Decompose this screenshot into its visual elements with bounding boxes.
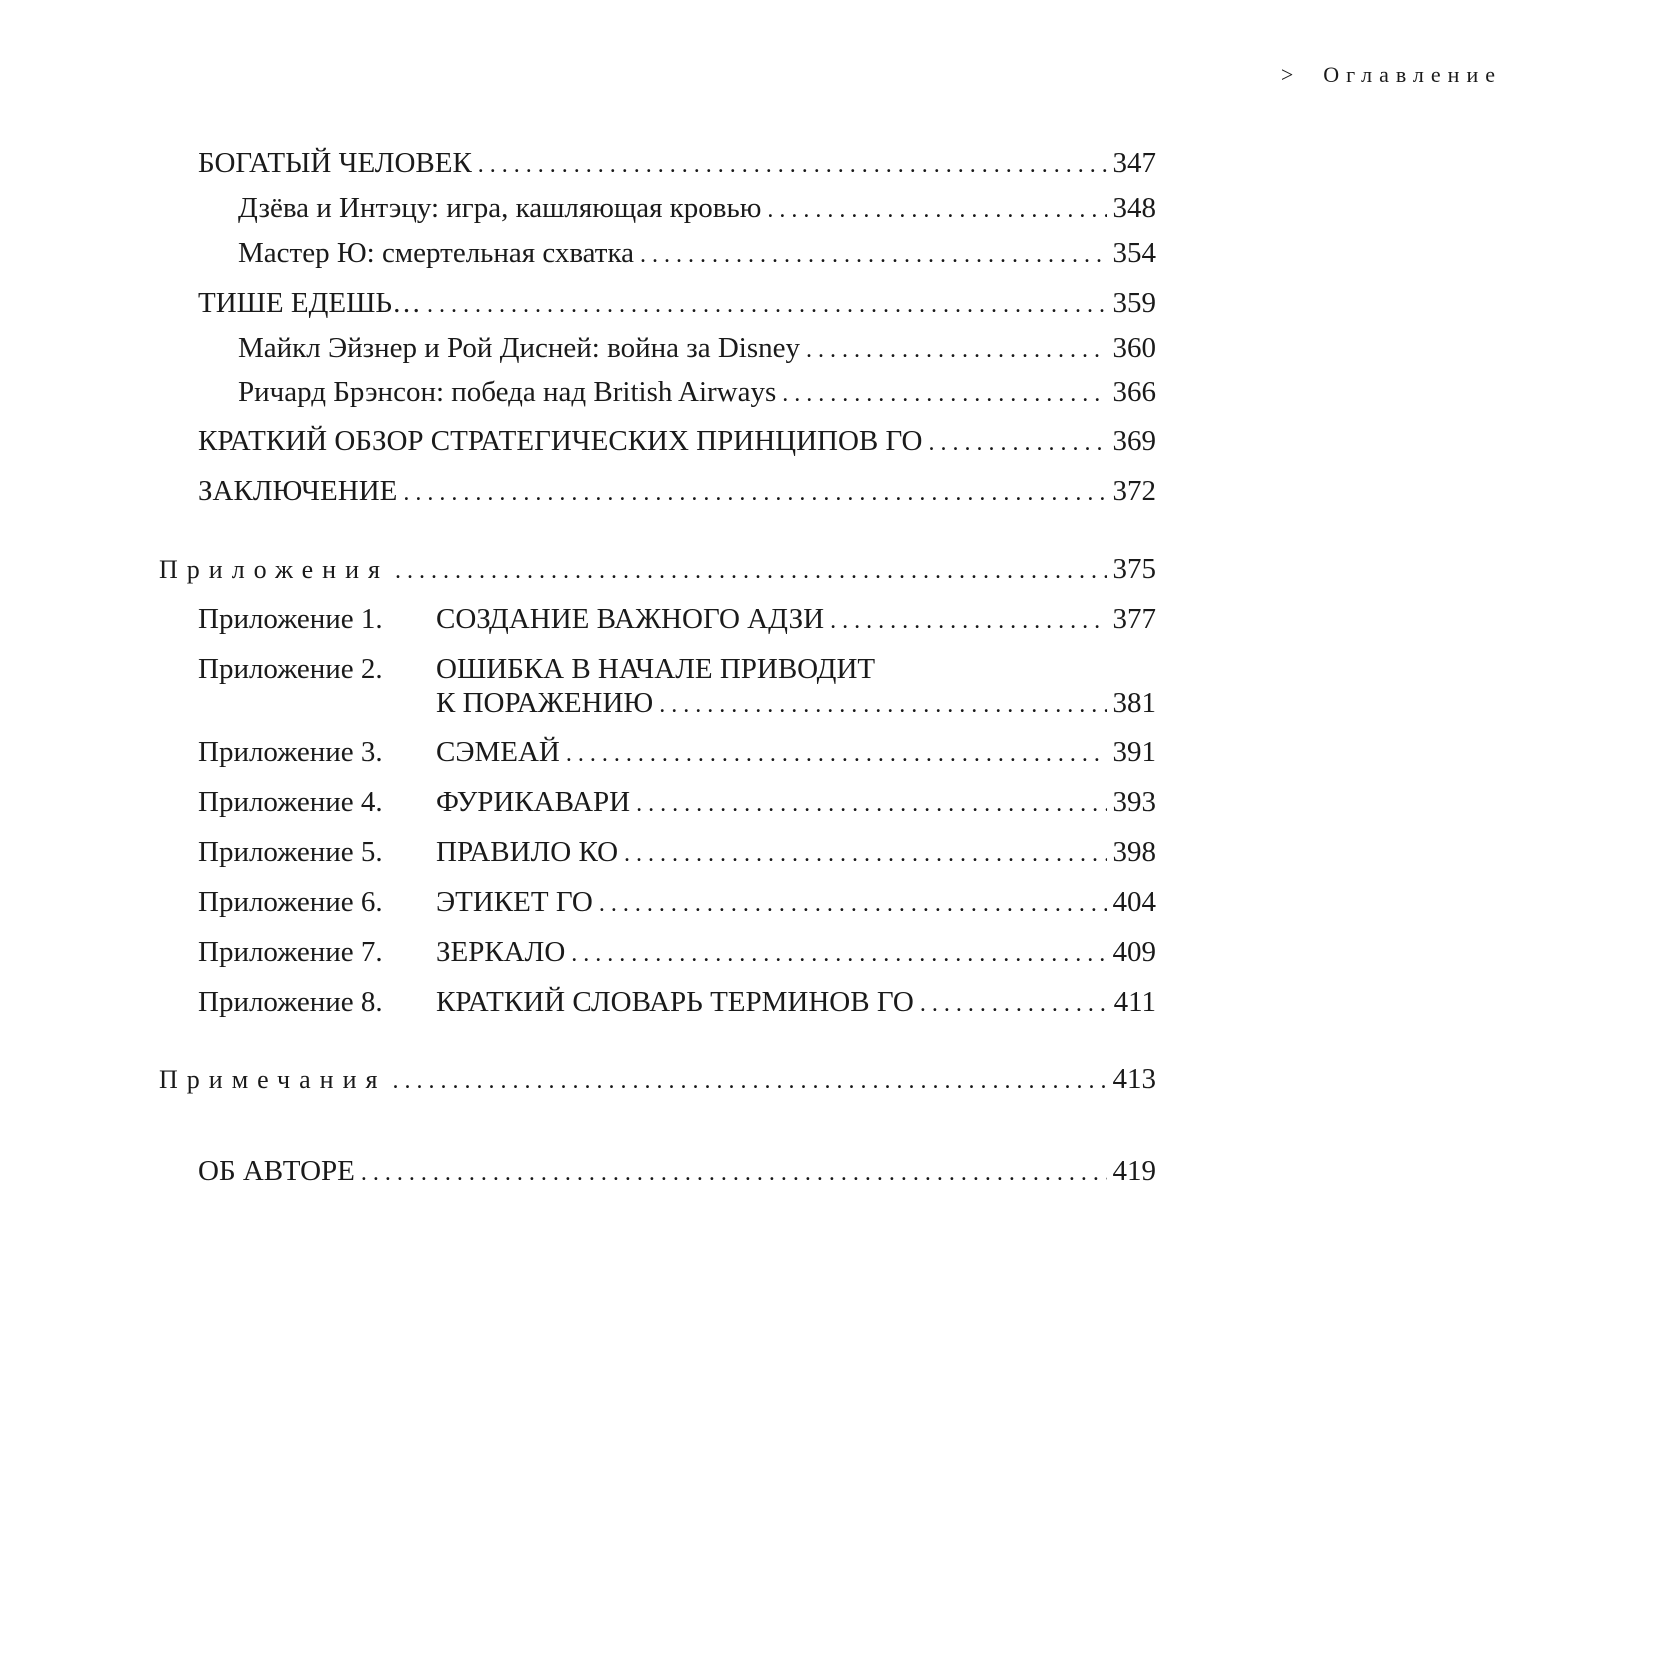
- toc-entry-appendix-2[interactable]: [198, 652, 1156, 722]
- toc-entry-rich-man[interactable]: [198, 146, 1156, 182]
- dot-leader: [929, 426, 1107, 460]
- toc-entry-title: ПРАВИЛО КО: [436, 836, 619, 868]
- appendix-label: Приложение 5.: [198, 836, 383, 868]
- toc-entry-title-line2: К ПОРАЖЕНИЮ: [436, 687, 654, 719]
- toc-entry-branson[interactable]: [238, 375, 1156, 411]
- toc-entry-title: ЗАКЛЮЧЕНИЕ: [198, 475, 398, 507]
- toc-entry-about-author[interactable]: [198, 1154, 1156, 1190]
- toc-entry-page: 369: [1112, 425, 1156, 457]
- header-title: Оглавление: [1323, 62, 1502, 87]
- toc-entry-page: 393: [1112, 786, 1156, 818]
- toc-entry-title: КРАТКИЙ СЛОВАРЬ ТЕРМИНОВ ГО: [436, 986, 914, 1018]
- toc-entry-appendix-7[interactable]: [198, 935, 1156, 971]
- appendix-label: Приложение 7.: [198, 936, 383, 968]
- appendix-label: Приложение 1.: [198, 603, 383, 635]
- dot-leader: [566, 737, 1107, 771]
- toc-entry-slow[interactable]: [198, 286, 1156, 322]
- dot-leader: [624, 837, 1106, 871]
- toc-entry-appendix-4[interactable]: [198, 785, 1156, 821]
- appendix-label: Приложение 4.: [198, 786, 383, 818]
- toc-entry-appendix-1[interactable]: [198, 602, 1156, 638]
- toc-entry-page: 372: [1112, 475, 1156, 507]
- appendix-label: Приложение 8.: [198, 986, 383, 1018]
- toc-entry-page: 419: [1112, 1155, 1156, 1187]
- toc-entry-title: СОЗДАНИЕ ВАЖНОГО АДЗИ: [436, 603, 825, 635]
- dot-leader: [767, 193, 1106, 227]
- toc-entry-conclusion[interactable]: [198, 474, 1156, 510]
- toc-entry-title: КРАТКИЙ ОБЗОР СТРАТЕГИЧЕСКИХ ПРИНЦИПОВ ГО: [198, 425, 923, 457]
- toc-entry-summary[interactable]: [198, 424, 1156, 460]
- toc-entry-page: 348: [1112, 192, 1156, 224]
- toc-entry-page: 413: [1112, 1063, 1156, 1095]
- dot-leader: [830, 604, 1106, 638]
- dot-leader: [361, 1156, 1107, 1190]
- toc-entry-page: 366: [1112, 376, 1156, 408]
- dot-leader: [782, 377, 1106, 411]
- toc-entry-page: 391: [1112, 736, 1156, 768]
- toc-entry-page: 404: [1112, 886, 1156, 918]
- toc-entry-title: ТИШЕ ЕДЕШЬ…: [198, 287, 421, 319]
- toc-entry-page: 354: [1112, 237, 1156, 269]
- toc-entry-title: ЗЕРКАЛО: [436, 936, 566, 968]
- toc-entry-page: 347: [1112, 147, 1156, 179]
- toc-entry-page: 377: [1112, 603, 1156, 635]
- toc-entry-jowa[interactable]: [238, 191, 1156, 227]
- dot-leader: [392, 1064, 1106, 1098]
- toc-entry-title: Ричард Брэнсон: победа над British Airways: [238, 376, 777, 408]
- dot-leader: [571, 937, 1106, 971]
- dot-leader: [599, 887, 1107, 921]
- toc-entry-appendices[interactable]: [159, 552, 1156, 588]
- toc-entry-notes[interactable]: [159, 1062, 1156, 1098]
- dot-leader: [395, 554, 1107, 588]
- toc-entry-title: Приложения: [159, 555, 389, 584]
- toc-entry-master-yu[interactable]: [238, 236, 1156, 272]
- toc-entry-page: 409: [1112, 936, 1156, 968]
- toc-entry-appendix-3[interactable]: [198, 735, 1156, 771]
- toc-entry-appendix-8[interactable]: [198, 985, 1156, 1021]
- toc-entry-title-line1: ОШИБКА В НАЧАЛЕ ПРИВОДИТ: [436, 653, 876, 685]
- toc-entry-title: СЭМЕАЙ: [436, 736, 560, 768]
- toc-entry-title: Примечания: [159, 1065, 387, 1094]
- toc-entry-page: 381: [1112, 687, 1156, 719]
- toc-entry-title: ОБ АВТОРЕ: [198, 1155, 355, 1187]
- toc-entry-appendix-6[interactable]: [198, 885, 1156, 921]
- toc-entry-appendix-5[interactable]: [198, 835, 1156, 871]
- toc-entry-title: Дзёва и Интэцу: игра, кашляющая кровью: [238, 192, 762, 224]
- toc-entry-page: 375: [1112, 553, 1156, 585]
- dot-leader: [640, 238, 1107, 272]
- dot-leader: [478, 148, 1107, 182]
- toc-entry-page: 398: [1112, 836, 1156, 868]
- dot-leader: [636, 787, 1106, 821]
- toc-entry-page: 359: [1112, 287, 1156, 319]
- toc-entry-page: 360: [1112, 332, 1156, 364]
- appendix-label: Приложение 2.: [198, 653, 383, 685]
- dot-leader: [806, 333, 1107, 367]
- toc-entry-page: 411: [1113, 986, 1156, 1018]
- toc-entry-title: Майкл Эйзнер и Рой Дисней: война за Disney: [238, 332, 800, 364]
- toc-entry-eisner[interactable]: [238, 331, 1156, 367]
- dot-leader: [920, 987, 1108, 1021]
- header-arrow-icon: >: [1280, 62, 1294, 87]
- dot-leader: [403, 476, 1106, 510]
- toc-entry-title: ЭТИКЕТ ГО: [436, 886, 593, 918]
- dot-leader: [427, 288, 1107, 322]
- appendix-label: Приложение 6.: [198, 886, 383, 918]
- toc-entry-title: ФУРИКАВАРИ: [436, 786, 631, 818]
- appendix-label: Приложение 3.: [198, 736, 383, 768]
- toc-entry-title: БОГАТЫЙ ЧЕЛОВЕК: [198, 147, 472, 179]
- dot-leader: [659, 688, 1106, 722]
- toc-entry-title: Мастер Ю: смертельная схватка: [238, 237, 634, 269]
